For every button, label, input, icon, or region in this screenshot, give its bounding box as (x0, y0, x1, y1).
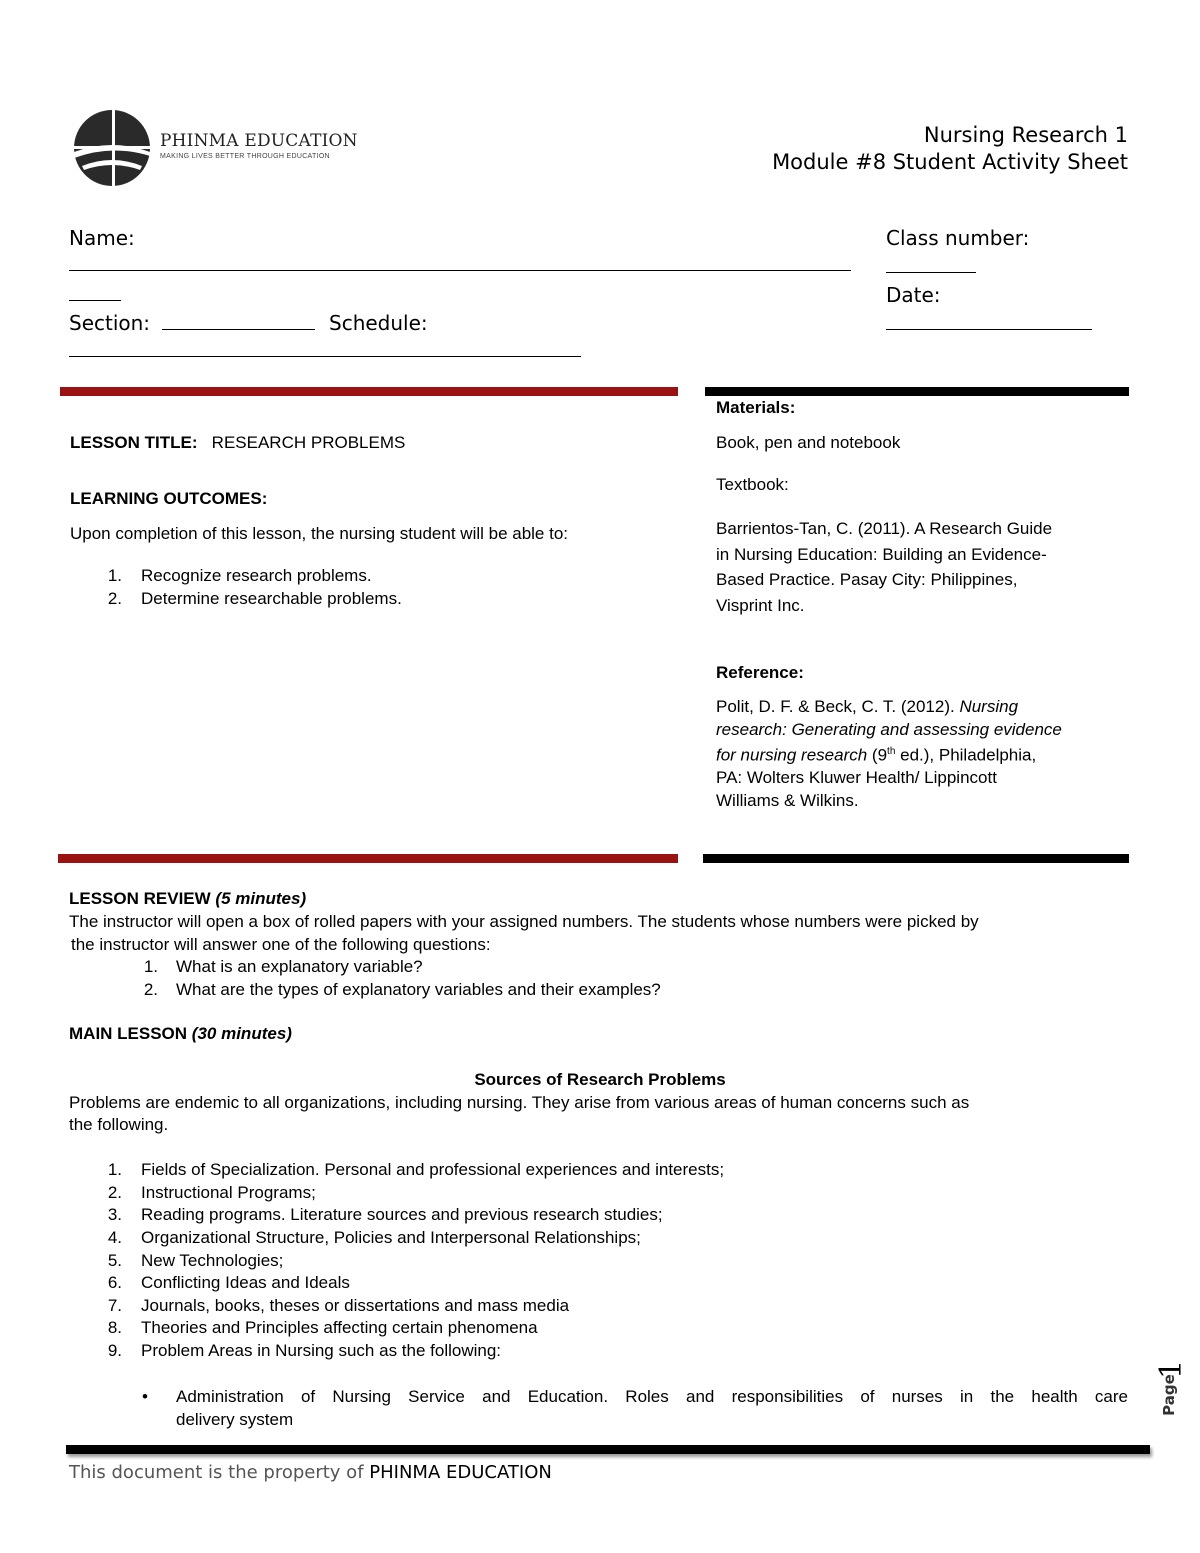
date-label: Date: (886, 283, 941, 307)
schedule-label: Schedule: (329, 311, 428, 335)
outcome-item: Determine researchable problems. (141, 589, 402, 608)
review-text-1: The instructor will open a box of rolled papers with your assigned numbers. The students whose numbers were picked by (69, 912, 979, 931)
main-intro-2: the following. (69, 1115, 169, 1134)
source-item: Conflicting Ideas and Ideals (141, 1273, 350, 1292)
source-item: New Technologies; (141, 1251, 284, 1270)
review-heading: LESSON REVIEW (5 minutes) (69, 889, 307, 908)
review-question: What is an explanatory variable? (176, 957, 423, 976)
outcomes-label: LEARNING OUTCOMES: (70, 489, 268, 508)
bullet-item-line-1: Administration of Nursing Service and Education. Roles and responsibilities of nurses in the health care (176, 1387, 1128, 1406)
brand-name: PHINMA EDUCATION (160, 131, 358, 151)
page-number: 1 (1154, 1359, 1190, 1380)
section-subtitle: Sources of Research Problems (474, 1070, 726, 1089)
source-item: Theories and Principles affecting certain phenomena (141, 1318, 538, 1337)
page-number-label (1154, 1359, 1192, 1430)
document-header (772, 122, 1128, 176)
footer-divider (66, 1445, 1150, 1454)
outcome-item: Recognize research problems. (141, 566, 372, 585)
bullet-icon: • (142, 1387, 148, 1406)
source-item: Journals, books, theses or dissertations and mass media (141, 1296, 570, 1315)
footer-text: This document is the property of PHINMA EDUCATION (69, 1462, 552, 1483)
review-text-2: the instructor will answer one of the following questions: (71, 935, 491, 954)
materials-value: Book, pen and notebook (716, 433, 901, 452)
textbook-label: Textbook: (716, 475, 789, 494)
class-number-field[interactable] (886, 272, 976, 273)
reference-label: Reference: (716, 663, 804, 682)
section-field[interactable] (162, 329, 315, 330)
class-number-label: Class number: (886, 226, 1030, 250)
textbook-citation: Barrientos-Tan, C. (2011). A Research Guide in Nursing Education: Building an Evidence- Based Practice. Pasay City: Philippines, Visprint Inc. (716, 519, 1053, 615)
source-item: Fields of Specialization. Personal and professional experiences and interests; (141, 1160, 725, 1179)
page-word: Page (1159, 1374, 1178, 1416)
lesson-title-label: LESSON TITLE: (70, 433, 198, 452)
source-item: Organizational Structure, Policies and Interpersonal Relationships; (141, 1228, 641, 1247)
outcomes-intro: Upon completion of this lesson, the nursing student will be able to: (70, 524, 569, 543)
review-question: What are the types of explanatory variables and their examples? (176, 980, 661, 999)
main-heading: MAIN LESSON (30 minutes) (69, 1024, 292, 1043)
name-field-continuation[interactable] (69, 300, 121, 301)
section-label: Section: (69, 311, 151, 335)
schedule-field[interactable] (69, 356, 581, 357)
reference-citation: Polit, D. F. & Beck, C. T. (2012). Nursing research: Generating and assessing evidence for nursing research (9th ed.), Philadelphia, PA: Wolters Kluwer Health/ Lippincott Williams & Wilkins. (716, 697, 1062, 810)
source-item: Reading programs. Literature sources and previous research studies; (141, 1205, 663, 1224)
name-field[interactable] (69, 270, 851, 271)
top-divider-red (60, 387, 678, 396)
source-item: Problem Areas in Nursing such as the following: (141, 1341, 502, 1360)
module-title: Module #8 Student Activity Sheet (772, 150, 1128, 174)
materials-label: Materials: (716, 398, 796, 417)
top-divider-black (705, 387, 1129, 396)
lesson-title (70, 432, 405, 454)
phinma-logo-icon (72, 108, 152, 188)
main-intro-1: Problems are endemic to all organizations, including nursing. They arise from various areas of human concerns such as (69, 1093, 970, 1112)
bottom-divider-black (703, 854, 1129, 863)
course-title: Nursing Research 1 (923, 123, 1128, 147)
lesson-title-value: RESEARCH PROBLEMS (211, 433, 406, 452)
source-item: Instructional Programs; (141, 1183, 316, 1202)
bullet-item-line-2: delivery system (176, 1410, 294, 1429)
brand-tagline: MAKING LIVES BETTER THROUGH EDUCATION (160, 153, 330, 160)
name-label: Name: (69, 226, 135, 250)
date-field[interactable] (886, 329, 1092, 330)
bottom-divider-red (58, 854, 678, 863)
